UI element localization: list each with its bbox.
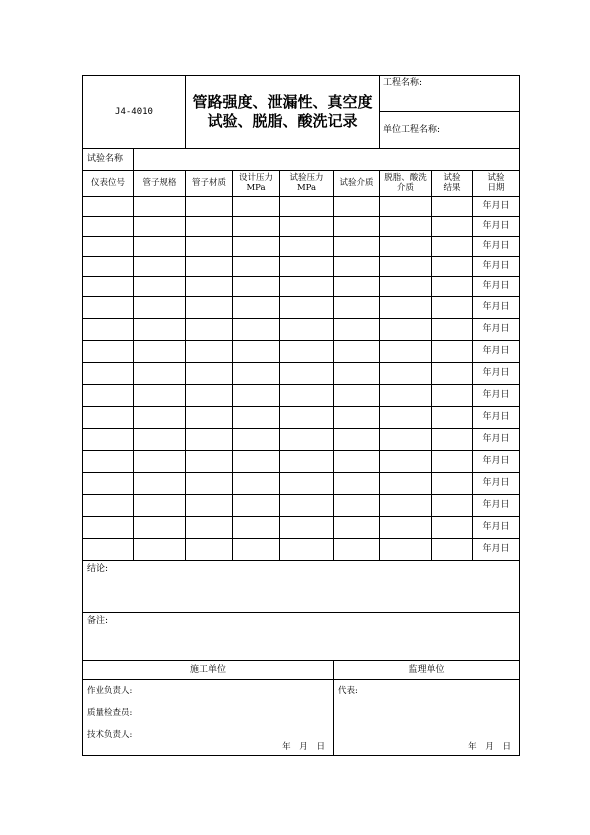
table-cell[interactable] (186, 495, 233, 517)
table-cell[interactable] (280, 385, 334, 407)
table-cell[interactable] (233, 473, 280, 495)
table-cell[interactable] (380, 217, 432, 237)
table-cell[interactable] (432, 539, 473, 561)
table-row (83, 257, 520, 277)
table-cell[interactable] (334, 257, 380, 277)
table-cell[interactable] (280, 517, 334, 539)
table-cell[interactable] (432, 277, 473, 297)
column-header-label: 试验介质 (339, 177, 374, 188)
unit-project-name-label: 单位工程名称: (383, 124, 441, 135)
test-date-cell[interactable]: 年月日 (473, 473, 520, 495)
construction-unit-label: 施工单位 (83, 661, 334, 680)
table-cell[interactable] (432, 237, 473, 257)
table-cell[interactable] (380, 257, 432, 277)
table-cell[interactable] (380, 363, 432, 385)
signature-header-row (83, 661, 520, 680)
table-cell[interactable] (134, 341, 186, 363)
table-cell[interactable] (380, 473, 432, 495)
project-name-label: 工程名称: (380, 76, 519, 112)
table-cell[interactable] (83, 407, 134, 429)
column-header-sublabel: 日期 (487, 182, 505, 193)
table-cell[interactable] (186, 407, 233, 429)
test-date-cell[interactable]: 年月日 (473, 429, 520, 451)
column-header-label: 仪表位号 (90, 177, 125, 188)
test-date-cell[interactable]: 年月日 (473, 407, 520, 429)
table-cell[interactable] (233, 257, 280, 277)
table-cell[interactable] (432, 473, 473, 495)
table-cell[interactable] (334, 451, 380, 473)
table-cell[interactable] (134, 363, 186, 385)
table-row (83, 517, 520, 539)
conclusion-label: 结论: (87, 564, 109, 574)
test-date-cell[interactable]: 年月日 (473, 257, 520, 277)
table-row (83, 473, 520, 495)
table-cell[interactable] (334, 297, 380, 319)
table-cell[interactable] (334, 473, 380, 495)
table-cell[interactable] (432, 217, 473, 237)
table-cell[interactable] (83, 341, 134, 363)
table-cell[interactable] (280, 277, 334, 297)
remarks-row (83, 613, 520, 661)
table-cell[interactable] (186, 277, 233, 297)
table-cell[interactable] (134, 297, 186, 319)
table-cell[interactable] (186, 217, 233, 237)
table-cell[interactable] (432, 495, 473, 517)
table-cell[interactable] (186, 539, 233, 561)
table-cell[interactable] (233, 451, 280, 473)
test-date-cell[interactable]: 年月日 (473, 277, 520, 297)
construction-signature-box[interactable] (83, 680, 334, 756)
table-cell[interactable] (83, 297, 134, 319)
table-row (83, 407, 520, 429)
table-cell[interactable] (134, 407, 186, 429)
table-cell[interactable] (186, 473, 233, 495)
table-row (83, 385, 520, 407)
table-cell[interactable] (432, 257, 473, 277)
column-header-7 (380, 171, 432, 197)
column-header-label: 脱脂、酸洗 (384, 173, 427, 184)
table-cell[interactable] (134, 429, 186, 451)
conclusion-field[interactable] (83, 561, 520, 613)
representative-label: 代表: (338, 686, 358, 696)
test-name-label: 试验名称 (83, 149, 134, 171)
table-cell[interactable] (233, 385, 280, 407)
table-cell[interactable] (134, 237, 186, 257)
table-cell[interactable] (233, 237, 280, 257)
table-cell[interactable] (380, 297, 432, 319)
table-row (83, 197, 520, 217)
table-cell[interactable] (134, 451, 186, 473)
remarks-field[interactable] (83, 613, 520, 661)
table-row (83, 237, 520, 257)
table-row (83, 451, 520, 473)
table-cell[interactable] (432, 363, 473, 385)
table-cell[interactable] (334, 341, 380, 363)
table-cell[interactable] (83, 473, 134, 495)
table-cell[interactable] (186, 385, 233, 407)
test-date-cell[interactable]: 年月日 (473, 517, 520, 539)
conclusion-row (83, 561, 520, 613)
test-date-cell[interactable]: 年月日 (473, 319, 520, 341)
table-cell[interactable] (233, 363, 280, 385)
table-cell[interactable] (334, 217, 380, 237)
table-cell[interactable] (380, 495, 432, 517)
table-row (83, 319, 520, 341)
table-cell[interactable] (134, 473, 186, 495)
table-cell[interactable] (432, 297, 473, 319)
table-cell[interactable] (380, 277, 432, 297)
table-cell[interactable] (186, 517, 233, 539)
table-cell[interactable] (83, 257, 134, 277)
table-cell[interactable] (280, 451, 334, 473)
test-date-cell[interactable]: 年月日 (473, 385, 520, 407)
table-cell[interactable] (334, 385, 380, 407)
table-cell[interactable] (233, 197, 280, 217)
table-cell[interactable] (280, 237, 334, 257)
technical-lead-label: 技术负责人: (87, 730, 133, 740)
table-cell[interactable] (432, 407, 473, 429)
table-cell[interactable] (280, 257, 334, 277)
column-header-label: 管子材质 (191, 177, 226, 188)
column-header-9 (473, 171, 520, 197)
table-row (83, 217, 520, 237)
table-cell[interactable] (186, 297, 233, 319)
column-header-8 (432, 171, 473, 197)
table-cell[interactable] (134, 257, 186, 277)
project-info-cell (380, 76, 520, 149)
table-row (83, 297, 520, 319)
table-cell[interactable] (334, 197, 380, 217)
test-date-cell[interactable]: 年月日 (473, 539, 520, 561)
column-header-sublabel: MPa (246, 182, 266, 193)
column-header-label: 试验压力 (289, 173, 324, 184)
table-cell[interactable] (83, 363, 134, 385)
table-cell[interactable] (186, 341, 233, 363)
table-cell[interactable] (233, 319, 280, 341)
test-date-cell[interactable]: 年月日 (473, 217, 520, 237)
table-cell[interactable] (432, 429, 473, 451)
column-header-sublabel: 介质 (397, 182, 415, 193)
table-cell[interactable] (134, 517, 186, 539)
table-cell[interactable] (186, 257, 233, 277)
column-header-sublabel: MPa (296, 182, 317, 193)
column-header-row (83, 171, 520, 197)
table-cell[interactable] (83, 495, 134, 517)
test-date-cell[interactable]: 年月日 (473, 341, 520, 363)
table-cell[interactable] (280, 197, 334, 217)
table-cell[interactable] (280, 341, 334, 363)
table-cell[interactable] (432, 319, 473, 341)
form-code: J4-4010 (83, 76, 186, 149)
table-row (83, 277, 520, 297)
table-cell[interactable] (233, 495, 280, 517)
table-cell[interactable] (83, 539, 134, 561)
table-cell[interactable] (380, 407, 432, 429)
table-cell[interactable] (233, 217, 280, 237)
table-cell[interactable] (134, 385, 186, 407)
signature-body-row (83, 680, 520, 756)
table-cell[interactable] (380, 451, 432, 473)
table-cell[interactable] (83, 277, 134, 297)
table-cell[interactable] (280, 473, 334, 495)
column-header-sublabel: 结果 (443, 182, 461, 193)
test-date-cell[interactable]: 年月日 (473, 451, 520, 473)
column-header-label: 试验 (487, 173, 505, 184)
table-cell[interactable] (432, 341, 473, 363)
table-cell[interactable] (233, 539, 280, 561)
table-cell[interactable] (334, 407, 380, 429)
test-date-cell[interactable]: 年月日 (473, 197, 520, 217)
table-cell[interactable] (432, 451, 473, 473)
table-cell[interactable] (334, 429, 380, 451)
table-cell[interactable] (432, 517, 473, 539)
table-cell[interactable] (186, 363, 233, 385)
table-cell[interactable] (186, 451, 233, 473)
table-cell[interactable] (83, 197, 134, 217)
table-cell[interactable] (280, 297, 334, 319)
table-cell[interactable] (280, 363, 334, 385)
table-cell[interactable] (233, 341, 280, 363)
table-cell[interactable] (334, 539, 380, 561)
table-cell[interactable] (280, 539, 334, 561)
table-cell[interactable] (186, 319, 233, 341)
table-cell[interactable] (83, 237, 134, 257)
table-cell[interactable] (186, 197, 233, 217)
table-cell[interactable] (83, 319, 134, 341)
column-header-label: 管子规格 (142, 177, 177, 188)
table-cell[interactable] (83, 517, 134, 539)
table-row (83, 429, 520, 451)
table-cell[interactable] (280, 429, 334, 451)
table-cell[interactable] (280, 217, 334, 237)
table-cell[interactable] (380, 429, 432, 451)
table-cell[interactable] (380, 517, 432, 539)
table-cell[interactable] (233, 407, 280, 429)
table-cell[interactable] (380, 341, 432, 363)
test-name-field[interactable] (134, 149, 520, 171)
table-cell[interactable] (432, 385, 473, 407)
table-cell[interactable] (83, 451, 134, 473)
table-cell[interactable] (280, 495, 334, 517)
test-date-cell[interactable]: 年月日 (473, 363, 520, 385)
table-cell[interactable] (233, 517, 280, 539)
column-header-label: 试验 (443, 173, 461, 184)
form-title: 管路强度、泄漏性、真空度试验、脱脂、酸洗记录 (186, 76, 380, 149)
table-cell[interactable] (233, 297, 280, 319)
table-cell[interactable] (83, 429, 134, 451)
table-row (83, 539, 520, 561)
table-cell[interactable] (334, 277, 380, 297)
table-cell[interactable] (380, 237, 432, 257)
table-cell[interactable] (233, 429, 280, 451)
table-cell[interactable] (334, 237, 380, 257)
test-date-cell[interactable]: 年月日 (473, 297, 520, 319)
table-cell[interactable] (380, 197, 432, 217)
table-cell[interactable] (280, 407, 334, 429)
table-cell[interactable] (334, 363, 380, 385)
table-cell[interactable] (334, 517, 380, 539)
table-row (83, 495, 520, 517)
table-cell[interactable] (233, 277, 280, 297)
table-cell[interactable] (380, 385, 432, 407)
table-cell[interactable] (380, 319, 432, 341)
test-date-cell[interactable]: 年月日 (473, 237, 520, 257)
table-cell[interactable] (134, 277, 186, 297)
column-header-4 (233, 171, 280, 197)
supervision-signature-box[interactable] (334, 680, 520, 756)
table-cell[interactable] (334, 319, 380, 341)
table-cell[interactable] (334, 495, 380, 517)
record-table (82, 75, 520, 756)
supervision-sign-date: 年 月 日 (468, 742, 512, 753)
operation-lead-label: 作业负责人: (87, 686, 133, 696)
table-cell[interactable] (432, 197, 473, 217)
column-header-3 (186, 171, 233, 197)
table-row (83, 341, 520, 363)
table-cell[interactable] (186, 429, 233, 451)
column-header-5 (280, 171, 334, 197)
remarks-label: 备注: (87, 616, 109, 626)
table-cell[interactable] (134, 495, 186, 517)
quality-inspector-label: 质量检查员: (87, 708, 133, 718)
table-cell[interactable] (83, 385, 134, 407)
column-header-6 (334, 171, 380, 197)
table-cell[interactable] (134, 319, 186, 341)
table-cell[interactable] (134, 217, 186, 237)
supervision-unit-label: 监理单位 (334, 661, 520, 680)
column-header-label: 设计压力 (238, 173, 273, 184)
column-header-2 (134, 171, 186, 197)
table-row (83, 363, 520, 385)
table-cell[interactable] (186, 237, 233, 257)
record-form (82, 75, 519, 760)
table-cell[interactable] (83, 217, 134, 237)
table-cell[interactable] (280, 319, 334, 341)
table-cell[interactable] (134, 539, 186, 561)
table-cell[interactable] (134, 197, 186, 217)
table-cell[interactable] (380, 539, 432, 561)
construction-sign-date: 年 月 日 (282, 742, 325, 753)
column-header-1 (83, 171, 134, 197)
test-date-cell[interactable]: 年月日 (473, 495, 520, 517)
